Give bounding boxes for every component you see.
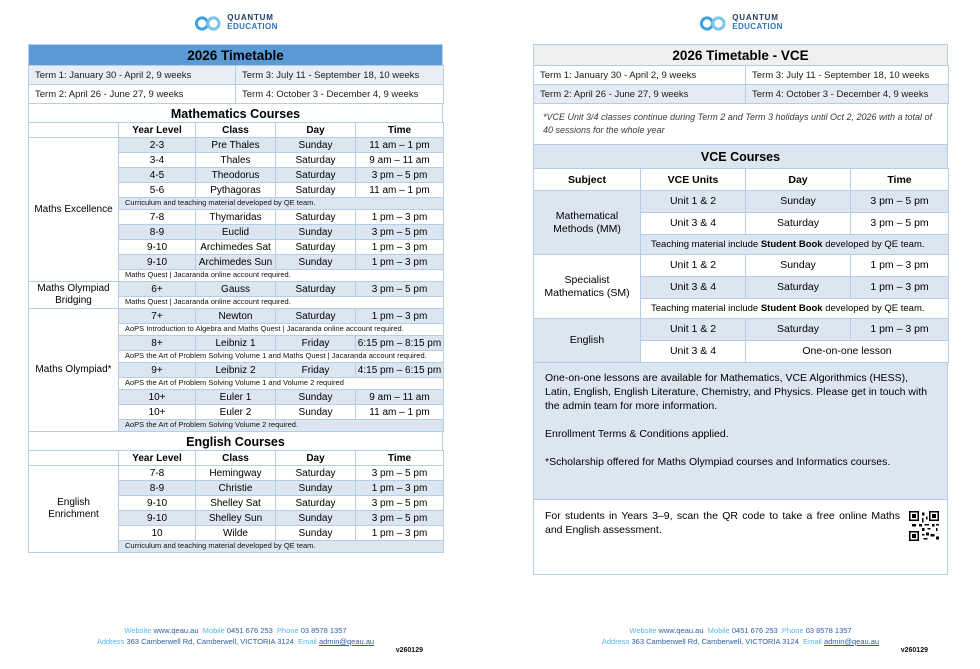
english-courses-table: [28, 450, 444, 553]
email-label: Email: [298, 636, 317, 646]
group-header-cell: [29, 451, 119, 466]
year-header: Year Level: [119, 123, 196, 138]
time-cell: 9 am – 11 am: [356, 390, 444, 405]
year-cell: 9-10: [119, 255, 196, 270]
year-cell: 9-10: [119, 496, 196, 511]
class-cell: Christie: [196, 481, 276, 496]
day-cell: Sunday: [276, 255, 356, 270]
note-cell: Curriculum and teaching material developed by QE team.: [119, 541, 444, 553]
quantum-education-logo: [533, 8, 948, 38]
time-header: Time: [851, 169, 949, 191]
time-cell: 11 am – 1 pm: [356, 138, 444, 153]
year-cell: 7+: [119, 309, 196, 324]
note-prefix: Teaching material include: [651, 302, 761, 314]
mobile-label: Mobile: [707, 626, 730, 635]
note-cell: AoPS the Art of Problem Solving Volume 1 and Volume 2 required: [119, 378, 444, 390]
phone-label: Phone: [276, 626, 299, 635]
group-header-cell: [29, 123, 119, 138]
term3-cell: Term 3: July 11 - September 18, 10 weeks: [236, 66, 444, 85]
day-header: Day: [746, 169, 851, 191]
footer-line2: [28, 637, 443, 648]
footer-line2: [533, 637, 948, 648]
units-cell: Unit 1 & 2: [641, 191, 746, 213]
term2-cell: Term 2: April 26 - June 27, 9 weeks: [534, 85, 746, 104]
year-cell: 6+: [119, 282, 196, 297]
email-link[interactable]: admin@qeau.au: [318, 636, 375, 646]
email-label: Email: [803, 636, 822, 646]
note-cell: [641, 299, 949, 319]
address-value: 363 Camberwell Rd, Camberwell, VICTORIA 3124: [631, 636, 799, 646]
footer: [28, 626, 443, 648]
phone-label: Phone: [781, 626, 804, 635]
version-text: v260129: [395, 647, 423, 654]
day-cell: Saturday: [276, 153, 356, 168]
page-title: 2026 Timetable - VCE: [533, 44, 948, 66]
group-label-cell: Maths Olympiad Bridging: [29, 282, 119, 309]
table-row: [534, 85, 949, 104]
class-cell: Leibniz 2: [196, 363, 276, 378]
class-header: Class: [196, 123, 276, 138]
mathematics-courses-table: [28, 122, 444, 432]
address-value: 363 Camberwell Rd, Camberwell, VICTORIA 3124: [126, 636, 294, 646]
group-label-cell: English Enrichment: [29, 466, 119, 553]
website-value: www.qeau.au: [658, 626, 704, 635]
vce-holiday-note: *VCE Unit 3/4 classes continue during Term 2 and Term 3 holidays until Oct 2, 2026 with a total of 40 sessions for the whole year: [533, 103, 948, 145]
enrollment-note: Enrollment Terms & Conditions applied.: [545, 427, 729, 440]
time-cell: 11 am – 1 pm: [356, 183, 444, 198]
logo-text: [732, 14, 783, 32]
day-cell: Sunday: [746, 191, 851, 213]
time-cell: 3 pm – 5 pm: [356, 225, 444, 240]
day-header: Day: [276, 123, 356, 138]
note-cell: Maths Quest | Jacaranda online account required.: [119, 297, 444, 309]
terms-table: [28, 65, 444, 104]
time-cell: 1 pm – 3 pm: [356, 255, 444, 270]
address-label: Address: [96, 636, 125, 646]
merged-lesson-cell: One-on-one lesson: [746, 341, 949, 363]
phone-value: 03 8578 1357: [805, 626, 852, 635]
year-cell: 7-8: [119, 210, 196, 225]
class-cell: Theodorus: [196, 168, 276, 183]
year-cell: 7-8: [119, 466, 196, 481]
page-right: [533, 6, 948, 666]
note-cell: [641, 235, 949, 255]
year-cell: 8-9: [119, 481, 196, 496]
time-cell: 6:15 pm – 8:15 pm: [356, 336, 444, 351]
day-cell: Saturday: [276, 466, 356, 481]
day-cell: Friday: [276, 336, 356, 351]
version-text: v260129: [900, 647, 928, 654]
qr-instruction-text: For students in Years 3–9, scan the QR code to take a free online Maths and English assessment.: [545, 510, 900, 537]
time-cell: 1 pm – 3 pm: [356, 481, 444, 496]
day-cell: Saturday: [746, 213, 851, 235]
class-cell: Euler 2: [196, 405, 276, 420]
year-cell: 2-3: [119, 138, 196, 153]
one-on-one-note: One-on-one lessons are available for Mathematics, VCE Algorithmics (HESS), Latin, English, English Literature, Chemistry, and Physics. Please get in touch with the admin team for more information.: [545, 372, 928, 412]
math-section-title: Mathematics Courses: [28, 103, 443, 123]
time-cell: 4:15 pm – 6:15 pm: [356, 363, 444, 378]
table-row: [29, 309, 444, 324]
day-cell: Saturday: [746, 319, 851, 341]
subject-label-cell: Specialist Mathematics (SM): [534, 255, 641, 319]
table-row: [534, 319, 949, 341]
day-header: Day: [276, 451, 356, 466]
class-cell: Shelley Sat: [196, 496, 276, 511]
info-notes-block: [533, 362, 948, 500]
day-cell: Sunday: [276, 225, 356, 240]
term4-cell: Term 4: October 3 - December 4, 9 weeks: [746, 85, 949, 104]
units-cell: Unit 1 & 2: [641, 319, 746, 341]
logo-line1: QUANTUM: [732, 13, 779, 23]
note-cell: AoPS Introduction to Algebra and Maths Quest | Jacaranda online account required.: [119, 324, 444, 336]
table-row: [29, 66, 444, 85]
day-cell: Sunday: [276, 138, 356, 153]
logo-text: [227, 14, 278, 32]
units-cell: Unit 3 & 4: [641, 341, 746, 363]
year-cell: 8-9: [119, 225, 196, 240]
year-cell: 10+: [119, 390, 196, 405]
page-title: 2026 Timetable: [28, 44, 443, 66]
table-row: [29, 85, 444, 104]
day-cell: Saturday: [276, 282, 356, 297]
footer: [533, 626, 948, 648]
units-cell: Unit 3 & 4: [641, 213, 746, 235]
term1-cell: Term 1: January 30 - April 2, 9 weeks: [29, 66, 236, 85]
time-header: Time: [356, 451, 444, 466]
vce-courses-table: [533, 168, 949, 363]
class-cell: Gauss: [196, 282, 276, 297]
year-cell: 10: [119, 526, 196, 541]
class-cell: Pre Thales: [196, 138, 276, 153]
table-header-row: [534, 169, 949, 191]
table-row: [534, 66, 949, 85]
class-cell: Thales: [196, 153, 276, 168]
term4-cell: Term 4: October 3 - December 4, 9 weeks: [236, 85, 444, 104]
time-cell: 3 pm – 5 pm: [851, 191, 949, 213]
time-cell: 3 pm – 5 pm: [356, 282, 444, 297]
time-cell: 1 pm – 3 pm: [851, 277, 949, 299]
year-cell: 9+: [119, 363, 196, 378]
class-cell: Pythagoras: [196, 183, 276, 198]
time-cell: 1 pm – 3 pm: [356, 240, 444, 255]
time-cell: 11 am – 1 pm: [356, 405, 444, 420]
class-cell: Wilde: [196, 526, 276, 541]
time-header: Time: [356, 123, 444, 138]
time-cell: 3 pm – 5 pm: [356, 496, 444, 511]
year-header: Year Level: [119, 451, 196, 466]
mobile-value: 0451 676 253: [731, 626, 778, 635]
phone-value: 03 8578 1357: [300, 626, 347, 635]
note-cell: Curriculum and teaching material developed by QE team.: [119, 198, 444, 210]
scholarship-note: *Scholarship offered for Maths Olympiad courses and Informatics courses.: [545, 455, 891, 468]
day-cell: Friday: [276, 363, 356, 378]
day-cell: Saturday: [276, 240, 356, 255]
units-header: VCE Units: [641, 169, 746, 191]
subject-label-cell: Mathematical Methods (MM): [534, 191, 641, 255]
note-cell: Maths Quest | Jacaranda online account required.: [119, 270, 444, 282]
footer-line1: [28, 626, 443, 637]
vce-section-title: VCE Courses: [533, 144, 948, 169]
year-cell: 8+: [119, 336, 196, 351]
term3-cell: Term 3: July 11 - September 18, 10 weeks: [746, 66, 949, 85]
class-cell: Archimedes Sat: [196, 240, 276, 255]
subject-label-cell: English: [534, 319, 641, 363]
class-header: Class: [196, 451, 276, 466]
table-row: [29, 282, 444, 297]
year-cell: 3-4: [119, 153, 196, 168]
day-cell: Sunday: [276, 390, 356, 405]
time-cell: 1 pm – 3 pm: [356, 309, 444, 324]
terms-table: [533, 65, 949, 104]
time-cell: 3 pm – 5 pm: [851, 213, 949, 235]
note-bold: Student Book: [760, 238, 823, 250]
group-label-cell: Maths Excellence: [29, 138, 119, 282]
footer-line1: [533, 626, 948, 637]
time-cell: 3 pm – 5 pm: [356, 466, 444, 481]
time-cell: 1 pm – 3 pm: [356, 210, 444, 225]
logo-line2: EDUCATION: [732, 22, 783, 31]
time-cell: 3 pm – 5 pm: [356, 511, 444, 526]
year-cell: 9-10: [119, 511, 196, 526]
infinity-logo-icon: [193, 15, 223, 32]
table-row: [29, 138, 444, 153]
day-cell: Sunday: [276, 526, 356, 541]
day-cell: Sunday: [276, 405, 356, 420]
qr-code-image: [909, 511, 939, 541]
time-cell: 9 am – 11 am: [356, 153, 444, 168]
class-cell: Hemingway: [196, 466, 276, 481]
website-label: Website: [124, 626, 152, 635]
website-value: www.qeau.au: [153, 626, 199, 635]
year-cell: 4-5: [119, 168, 196, 183]
day-cell: Sunday: [276, 481, 356, 496]
note-suffix: developed by QE team.: [822, 302, 925, 314]
class-cell: Euclid: [196, 225, 276, 240]
day-cell: Sunday: [746, 255, 851, 277]
email-link[interactable]: admin@qeau.au: [823, 636, 880, 646]
logo-line2: EDUCATION: [227, 22, 278, 31]
day-cell: Sunday: [276, 511, 356, 526]
website-label: Website: [629, 626, 657, 635]
units-cell: Unit 3 & 4: [641, 277, 746, 299]
term2-cell: Term 2: April 26 - June 27, 9 weeks: [29, 85, 236, 104]
note-cell: AoPS the Art of Problem Solving Volume 1 and Maths Quest | Jacaranda account required.: [119, 351, 444, 363]
address-label: Address: [601, 636, 630, 646]
class-cell: Leibniz 1: [196, 336, 276, 351]
group-label-cell: Maths Olympiad*: [29, 309, 119, 432]
logo-line1: QUANTUM: [227, 13, 274, 23]
time-cell: 1 pm – 3 pm: [851, 255, 949, 277]
class-cell: Thymaridas: [196, 210, 276, 225]
day-cell: Saturday: [746, 277, 851, 299]
time-cell: 1 pm – 3 pm: [851, 319, 949, 341]
table-row: [534, 191, 949, 213]
time-cell: 3 pm – 5 pm: [356, 168, 444, 183]
class-cell: Shelley Sun: [196, 511, 276, 526]
note-cell: AoPS the Art of Problem Solving Volume 2 required.: [119, 420, 444, 432]
year-cell: 5-6: [119, 183, 196, 198]
note-prefix: Teaching material include: [651, 238, 761, 250]
table-row: [29, 466, 444, 481]
table-header-row: [29, 123, 444, 138]
units-cell: Unit 1 & 2: [641, 255, 746, 277]
class-cell: Newton: [196, 309, 276, 324]
class-cell: Archimedes Sun: [196, 255, 276, 270]
english-section-title: English Courses: [28, 431, 443, 451]
table-header-row: [29, 451, 444, 466]
page-left: [28, 6, 443, 666]
quantum-education-logo: [28, 8, 443, 38]
note-bold: Student Book: [760, 302, 823, 314]
qr-section: [533, 499, 948, 575]
day-cell: Saturday: [276, 496, 356, 511]
day-cell: Saturday: [276, 183, 356, 198]
mobile-label: Mobile: [202, 626, 225, 635]
infinity-logo-icon: [698, 15, 728, 32]
subject-header: Subject: [534, 169, 641, 191]
class-cell: Euler 1: [196, 390, 276, 405]
term1-cell: Term 1: January 30 - April 2, 9 weeks: [534, 66, 746, 85]
day-cell: Saturday: [276, 309, 356, 324]
day-cell: Saturday: [276, 210, 356, 225]
time-cell: 1 pm – 3 pm: [356, 526, 444, 541]
mobile-value: 0451 676 253: [226, 626, 273, 635]
year-cell: 10+: [119, 405, 196, 420]
year-cell: 9-10: [119, 240, 196, 255]
table-row: [534, 255, 949, 277]
note-suffix: developed by QE team.: [822, 238, 925, 250]
day-cell: Saturday: [276, 168, 356, 183]
